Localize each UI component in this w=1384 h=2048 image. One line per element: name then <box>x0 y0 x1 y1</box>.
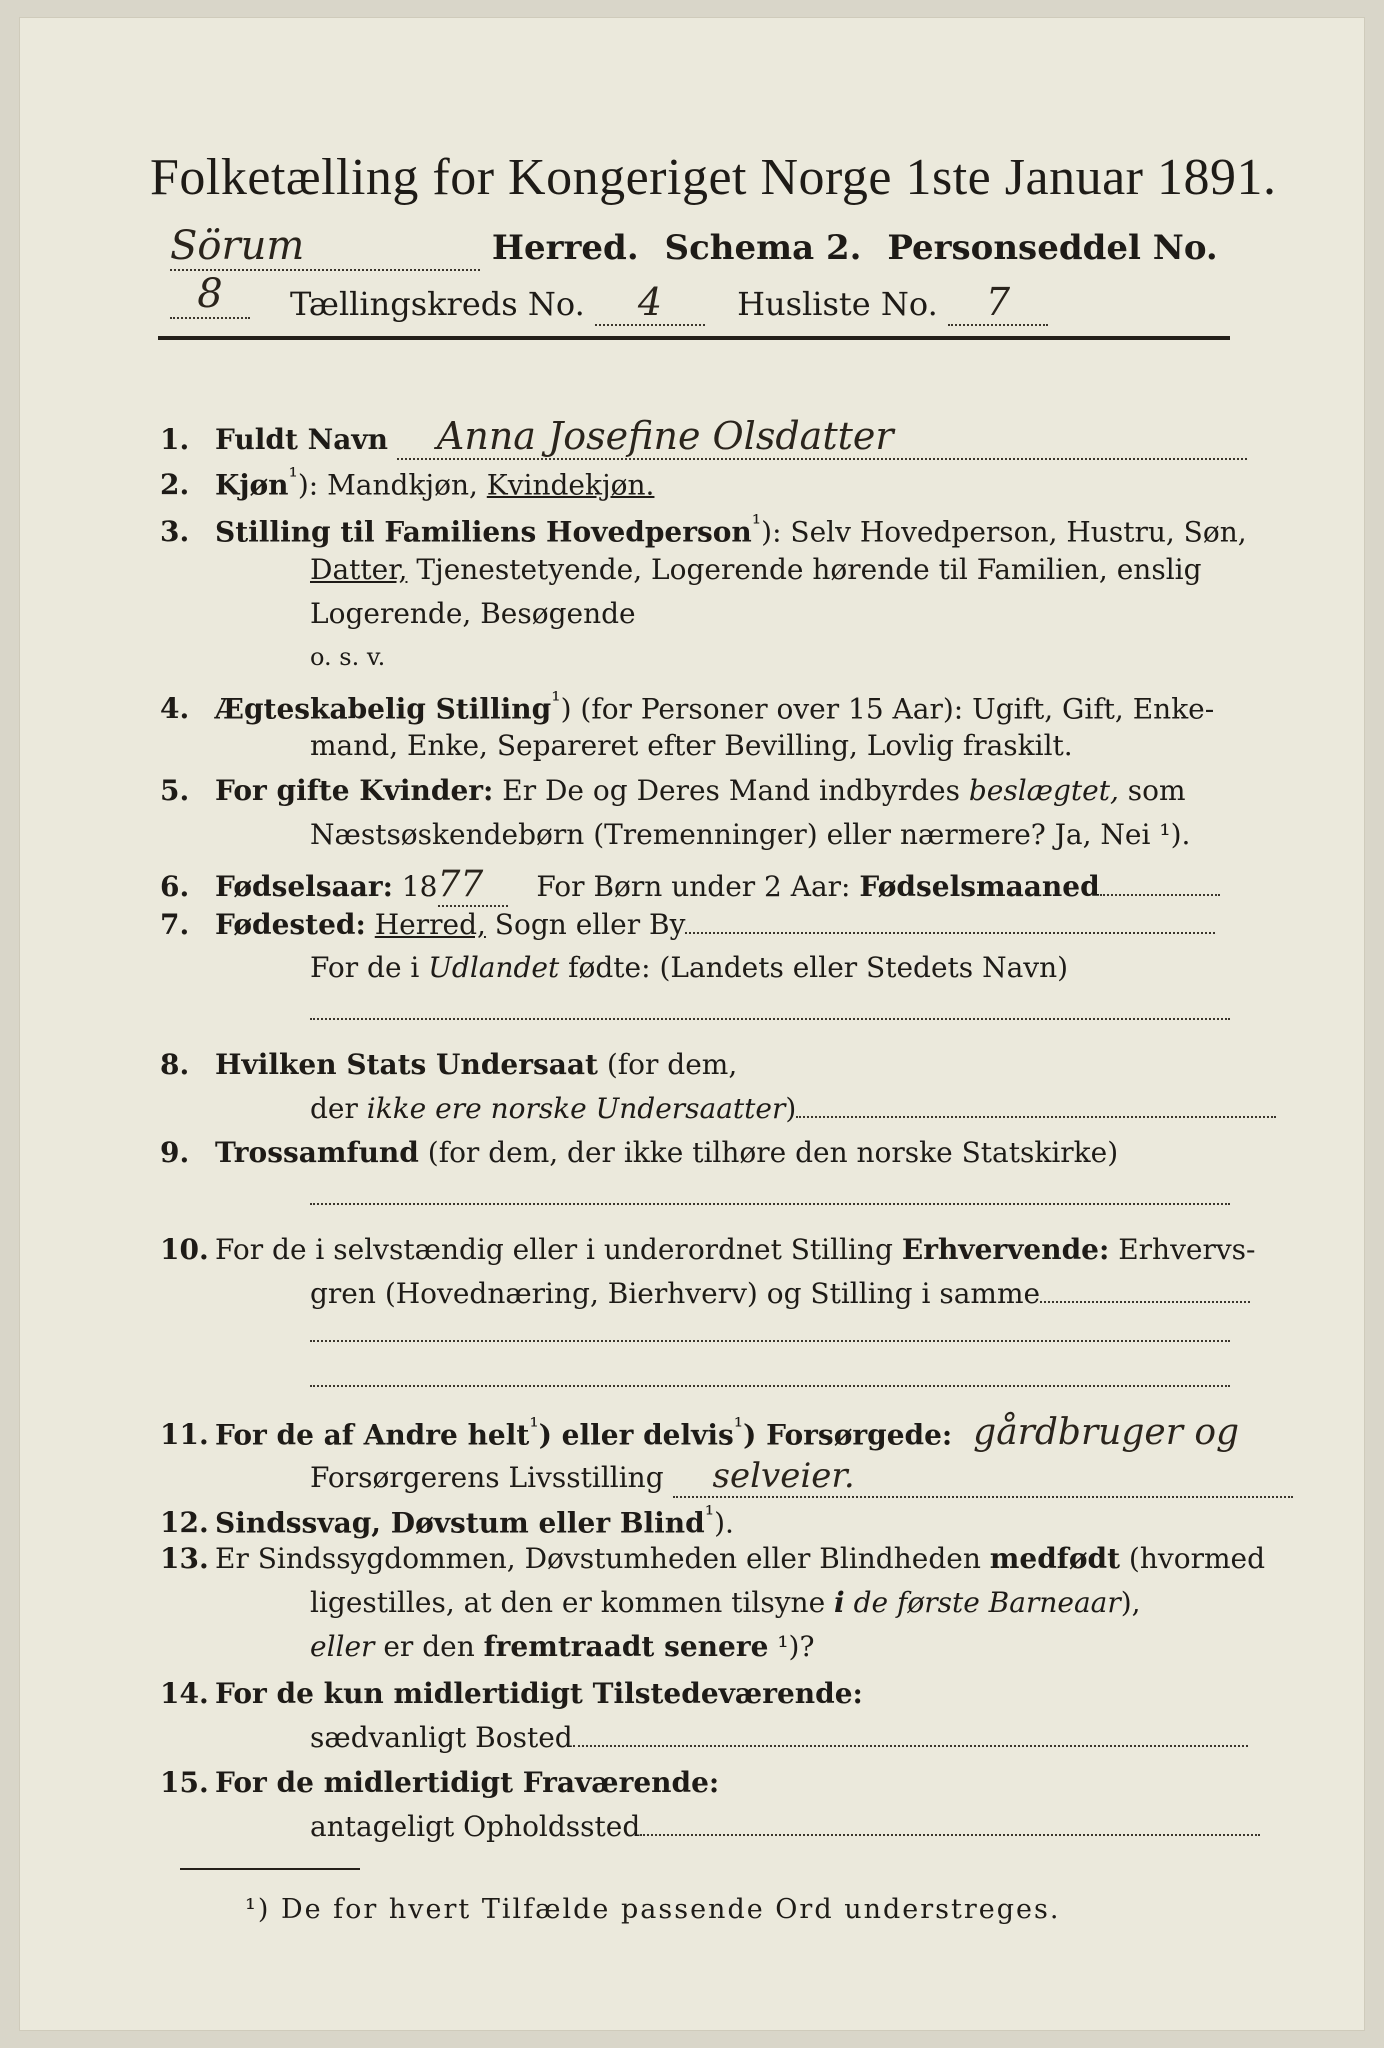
field-11-supported <box>160 1412 1239 1453</box>
herred-label: Herred. <box>491 228 639 268</box>
field-13-line3 <box>310 1630 814 1663</box>
field-15-temporary-absent <box>160 1766 719 1799</box>
field-number: 13. <box>160 1542 209 1575</box>
field-number: 5. <box>160 774 190 807</box>
field-label: Ægteskabelig Stilling <box>215 692 552 726</box>
field-label: For gifte Kvinder: <box>215 774 494 807</box>
field-text: ). <box>714 1506 734 1540</box>
field-text: For de i <box>310 951 429 984</box>
census-form-sheet <box>20 18 1364 2030</box>
field-label: Fødested: <box>215 908 366 941</box>
husliste-value: 7 <box>948 280 1048 326</box>
field-text: er den <box>374 1630 484 1663</box>
field-label: Fødselsaar: <box>215 870 393 903</box>
field-5-line2: Næstsøskendebørn (Tremenninger) eller nærmere? Ja, Nei ¹). <box>310 818 1191 851</box>
field-7-line2 <box>310 951 1068 984</box>
field-number: 15. <box>160 1766 209 1799</box>
field-number: 11. <box>160 1418 209 1452</box>
field-text: Er De og Deres Mand indbyrdes <box>493 774 969 807</box>
whereabouts-blank <box>640 1834 1260 1836</box>
field-10-occupation <box>160 1233 1256 1266</box>
field-text-italic: eller <box>310 1630 375 1663</box>
field-text: Erhvervs- <box>1109 1233 1256 1266</box>
birthplace-option-underlined: Herred, <box>374 908 486 941</box>
field-text-italic: Udlandet <box>428 951 560 984</box>
field-text: fødte: (Landets eller Stedets Navn) <box>559 951 1069 984</box>
field-text: ) (for Personer over 15 Aar): Ugift, Gift, Enke- <box>560 692 1215 726</box>
field-label: ) eller delvis <box>538 1418 734 1452</box>
footnote-mark: ¹ <box>288 462 298 490</box>
personseddel-label: Personseddel No. <box>887 228 1218 268</box>
field-text: ligestilles, at den er kommen tilsyne <box>310 1586 835 1619</box>
occupation-blank <box>1040 1301 1250 1303</box>
field-1-full-name <box>160 414 1247 460</box>
field-label: Fuldt Navn <box>215 423 389 456</box>
field-text-italic: de første Barneaar <box>844 1586 1121 1619</box>
field-3-position <box>160 509 1247 548</box>
field-number: 8. <box>160 1048 190 1081</box>
field-number: 1. <box>160 423 190 456</box>
field-label: Kjøn <box>215 468 289 502</box>
field-9-religion <box>160 1136 1118 1169</box>
field-number: 7. <box>160 908 190 941</box>
field-6-birth-year <box>160 864 1220 907</box>
position-option-underlined: Datter, <box>310 553 408 586</box>
supporter-value: gårdbruger og <box>973 1412 1240 1454</box>
field-4-line2: mand, Enke, Separeret efter Bevilling, Lovlig fraskilt. <box>310 729 1073 762</box>
field-text: (for dem, der ikke tilhøre den norske Statskirke) <box>418 1136 1119 1169</box>
field-3-line4: o. s. v. <box>310 643 386 671</box>
field-text-bold: i <box>834 1586 845 1619</box>
herred-value: Sörum <box>170 223 480 271</box>
field-label: Erhvervende: <box>901 1233 1110 1266</box>
field-label: For de kun midlertidigt Tilstedeværende: <box>215 1677 863 1710</box>
footnote-mark: ¹ <box>551 686 561 714</box>
field-number: 12. <box>160 1506 209 1540</box>
birth-year-value: 77 <box>438 864 508 907</box>
field-2-sex <box>160 462 654 501</box>
field-number: 10. <box>160 1233 209 1266</box>
field-text: Tjenestetyende, Logerende hørende til Familien, enslig <box>407 553 1202 586</box>
field-label: Stilling til Familiens Hovedperson <box>215 515 752 549</box>
field-8-citizenship <box>160 1048 737 1081</box>
field-text-italic: beslægtet, <box>968 774 1119 807</box>
field-10-blank-line-1 <box>310 1340 1230 1342</box>
field-number: 14. <box>160 1677 209 1710</box>
field-10-line2 <box>310 1277 1250 1310</box>
field-4-marital <box>160 686 1214 725</box>
field-13-line2 <box>310 1586 1141 1619</box>
sex-option-underlined: Kvindekjøn. <box>486 468 655 502</box>
field-label: For de af Andre helt <box>215 1418 530 1452</box>
field-text: ) <box>785 1092 797 1125</box>
kreds-value: 4 <box>595 280 705 326</box>
field-text: (for dem, <box>597 1048 738 1081</box>
field-label: Sindssvag, Døvstum eller Blind <box>215 1506 705 1540</box>
footnote-rule <box>180 1868 360 1870</box>
form-title: Folketælling for Kongeriget Norge 1ste Januar 1891. <box>150 149 1277 206</box>
field-text: sædvanligt Bosted <box>310 1721 573 1754</box>
field-text: Sogn eller By <box>485 908 686 941</box>
field-12-disability <box>160 1500 734 1539</box>
field-label: Trossamfund <box>215 1136 419 1169</box>
field-8-line2 <box>310 1092 1276 1125</box>
footnote-mark: ¹ <box>704 1500 715 1528</box>
field-label: Hvilken Stats Undersaat <box>215 1048 598 1081</box>
field-7-birthplace <box>160 908 1215 941</box>
kreds-label: Tællingskreds No. <box>290 285 585 323</box>
supporter-value-2: selveier. <box>673 1456 1293 1498</box>
personseddel-value: 8 <box>170 271 250 319</box>
footnote-mark: ¹ <box>751 509 762 537</box>
field-text: ): Selv Hovedperson, Hustru, Søn, <box>761 515 1247 549</box>
field-label: Fødselsmaaned <box>859 870 1100 903</box>
field-13-congenital <box>160 1542 1265 1575</box>
field-14-line2 <box>310 1721 1248 1754</box>
field-text: Er Sindssygdommen, Døvstumheden eller Blindheden <box>215 1542 990 1575</box>
field-5-married-women <box>160 774 1186 807</box>
field-11-line2 <box>310 1456 1293 1498</box>
field-text: ¹)? <box>768 1630 815 1663</box>
citizenship-blank <box>796 1116 1276 1118</box>
field-10-blank-line-2 <box>310 1385 1230 1387</box>
birth-month-blank <box>1100 894 1220 896</box>
field-text: der <box>310 1092 367 1125</box>
field-text: som <box>1118 774 1186 807</box>
footnote-mark: ¹ <box>733 1412 744 1440</box>
field-14-temporary-present <box>160 1677 863 1710</box>
birth-year-prefix: 18 <box>401 870 438 903</box>
field-3-line3: Logerende, Besøgende <box>310 597 636 630</box>
field-7-blank-line <box>310 1018 1230 1020</box>
footnote-mark: ¹ <box>529 1412 539 1440</box>
field-text: For Børn under 2 Aar: <box>536 870 851 903</box>
field-text: ), <box>1120 1586 1141 1619</box>
header-rule <box>158 336 1230 340</box>
field-text-italic: ikke ere norske Undersaatter <box>366 1092 786 1125</box>
field-number: 6. <box>160 870 190 903</box>
field-label: For de midlertidigt Fraværende: <box>215 1766 720 1799</box>
field-text: gren (Hovednæring, Bierhverv) og Stilling i samme <box>310 1277 1041 1310</box>
field-label: medfødt <box>989 1542 1121 1575</box>
footnote: ¹) De for hvert Tilfælde passende Ord understreges. <box>245 1894 1061 1925</box>
field-15-line2 <box>310 1810 1260 1843</box>
field-number: 3. <box>160 515 190 549</box>
field-text: (hvormed <box>1120 1542 1265 1575</box>
field-number: 9. <box>160 1136 190 1169</box>
birthplace-blank <box>685 932 1215 934</box>
header-line-kreds <box>290 280 1150 330</box>
field-text: ): Mandkjøn, <box>297 468 487 502</box>
field-3-line2 <box>310 553 1202 586</box>
field-text: For de i selvstændig eller i underordnet Stilling <box>215 1233 902 1266</box>
residence-blank <box>573 1745 1248 1747</box>
full-name-value: Anna Josefine Olsdatter <box>397 414 1247 460</box>
field-text-bold: fremtraadt senere <box>483 1630 769 1663</box>
schema-label: Schema 2. <box>664 228 862 268</box>
field-text: antageligt Opholdssted <box>310 1810 641 1843</box>
field-label: ) Forsørgede: <box>743 1418 953 1452</box>
field-9-blank-line <box>310 1203 1230 1205</box>
husliste-label: Husliste No. <box>737 285 938 323</box>
field-number: 2. <box>160 468 190 502</box>
field-number: 4. <box>160 692 190 726</box>
field-text: Forsørgerens Livsstilling <box>310 1461 664 1494</box>
